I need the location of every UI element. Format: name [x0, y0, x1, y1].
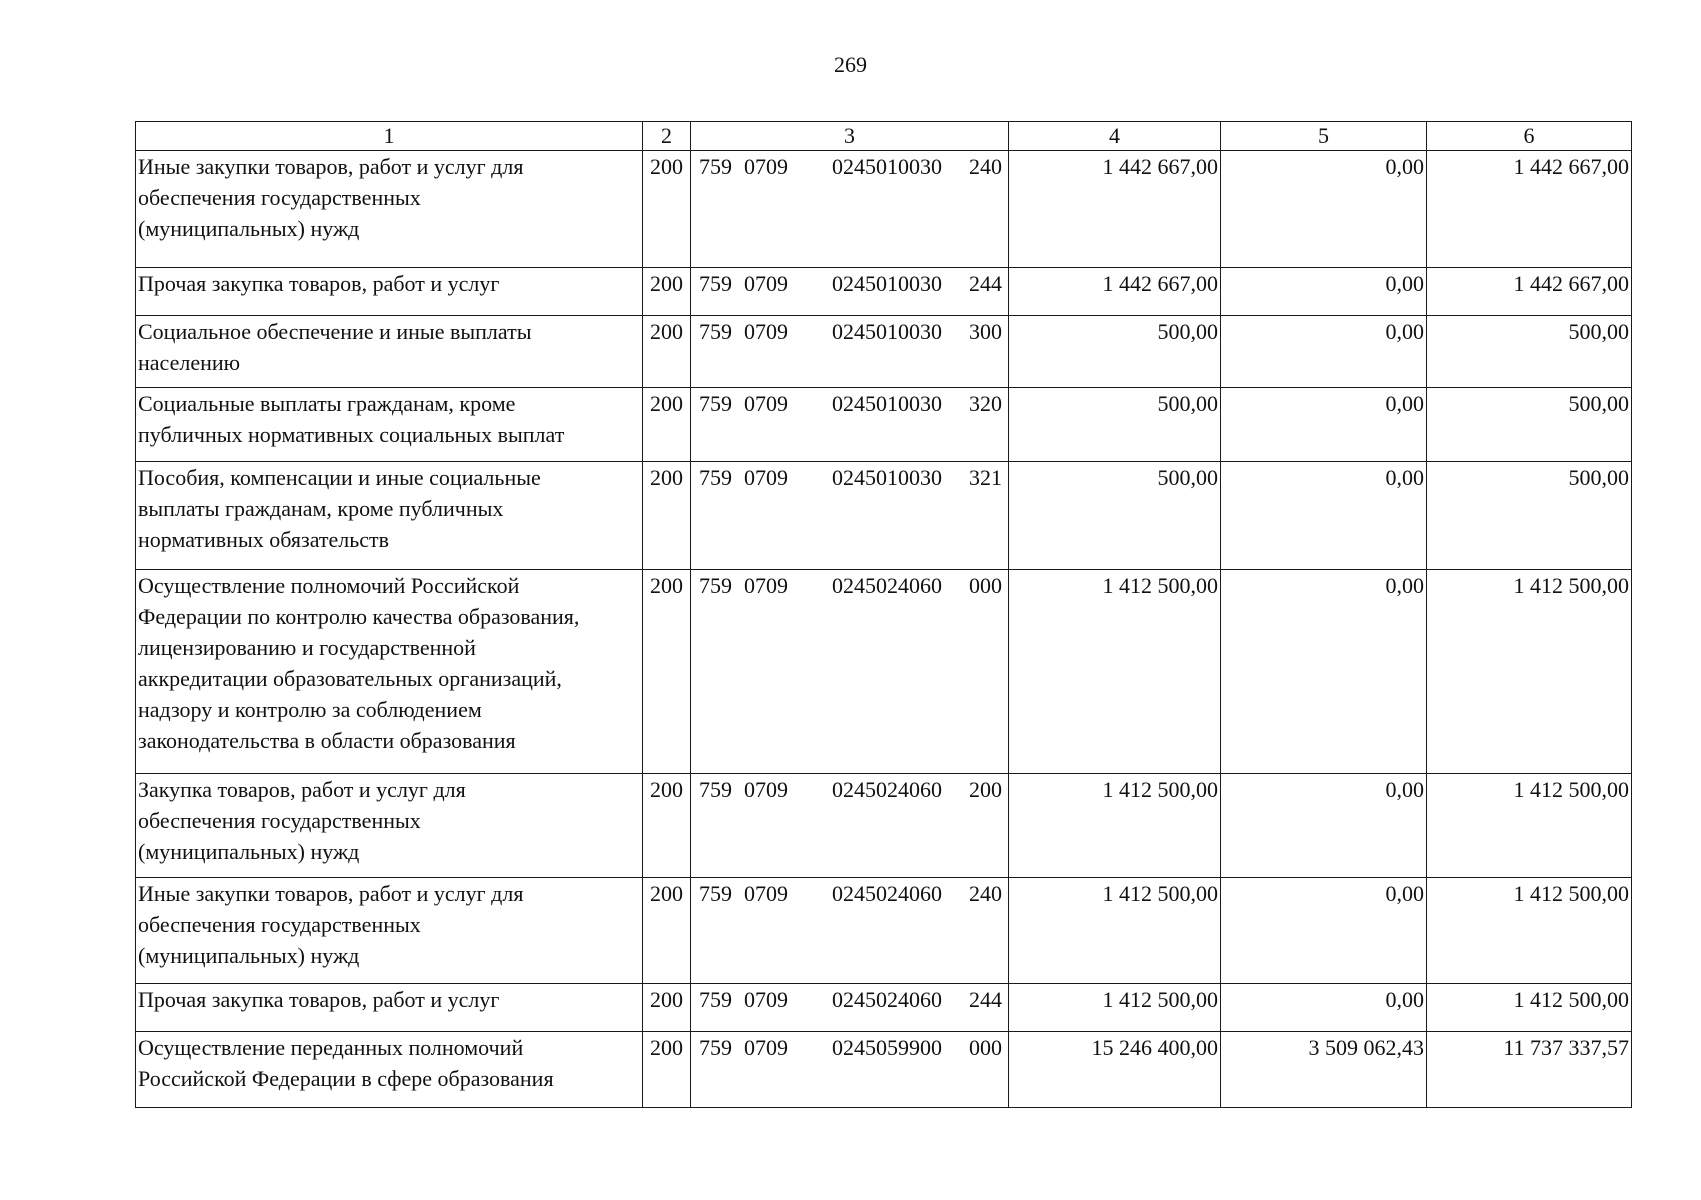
section-code: 0709	[744, 987, 788, 1012]
row-amount-col5: 0,00	[1221, 878, 1427, 984]
row-description	[136, 570, 643, 774]
ministry-code: 759	[699, 271, 732, 296]
row-code-col3	[691, 1032, 1009, 1108]
description-line: аккредитации образовательных организаций,	[138, 666, 562, 691]
row-amount-col4: 500,00	[1009, 316, 1221, 388]
ministry-code: 759	[699, 881, 732, 906]
description-line: Российской Федерации в сфере образования	[138, 1066, 554, 1091]
row-amount-col5: 0,00	[1221, 462, 1427, 570]
section-code: 0709	[744, 573, 788, 598]
description-line: Осуществление переданных полномочий	[138, 1035, 524, 1060]
row-amount-col5: 0,00	[1221, 388, 1427, 462]
row-description	[136, 984, 643, 1032]
target-article-code: 0245010030	[832, 319, 942, 344]
row-amount-col5: 3 509 062,43	[1221, 1032, 1427, 1108]
table-row	[136, 316, 1632, 388]
row-code-col3	[691, 774, 1009, 878]
row-amount-col5: 0,00	[1221, 984, 1427, 1032]
row-amount-col6: 1 412 500,00	[1427, 984, 1632, 1032]
expense-type-code: 244	[969, 987, 1002, 1012]
row-amount-col5: 0,00	[1221, 268, 1427, 316]
header-col-4: 4	[1009, 122, 1221, 151]
section-code: 0709	[744, 271, 788, 296]
row-code-col3	[691, 878, 1009, 984]
expense-type-code: 200	[969, 777, 1002, 802]
row-amount-col4: 1 442 667,00	[1009, 268, 1221, 316]
expense-type-code: 321	[969, 465, 1002, 490]
row-code-col3	[691, 151, 1009, 268]
table-row	[136, 774, 1632, 878]
row-amount-col6: 1 442 667,00	[1427, 268, 1632, 316]
table-row	[136, 1032, 1632, 1108]
table-row	[136, 570, 1632, 774]
description-line: обеспечения государственных	[138, 808, 421, 833]
row-code-col3	[691, 984, 1009, 1032]
description-line: нормативных обязательств	[138, 527, 390, 552]
row-description	[136, 878, 643, 984]
row-description	[136, 462, 643, 570]
section-code: 0709	[744, 465, 788, 490]
ministry-code: 759	[699, 465, 732, 490]
row-amount-col6: 500,00	[1427, 316, 1632, 388]
row-code-col2: 200	[643, 316, 691, 388]
section-code: 0709	[744, 1035, 788, 1060]
expense-type-code: 000	[969, 573, 1002, 598]
row-code-col2: 200	[643, 388, 691, 462]
row-amount-col6: 11 737 337,57	[1427, 1032, 1632, 1108]
header-col-1: 1	[136, 122, 643, 151]
row-amount-col6: 1 442 667,00	[1427, 151, 1632, 268]
row-amount-col4: 15 246 400,00	[1009, 1032, 1221, 1108]
description-line: обеспечения государственных	[138, 185, 421, 210]
row-amount-col4: 1 412 500,00	[1009, 878, 1221, 984]
description-line: Федерации по контролю качества образования,	[138, 604, 580, 629]
target-article-code: 0245024060	[832, 881, 942, 906]
row-description	[136, 151, 643, 268]
description-line: Прочая закупка товаров, работ и услуг	[138, 987, 500, 1012]
description-line: Социальное обеспечение и иные выплаты	[138, 319, 532, 344]
table-row	[136, 878, 1632, 984]
row-code-col2: 200	[643, 462, 691, 570]
ministry-code: 759	[699, 319, 732, 344]
row-amount-col4: 1 412 500,00	[1009, 774, 1221, 878]
header-col-6: 6	[1427, 122, 1632, 151]
row-amount-col6: 500,00	[1427, 388, 1632, 462]
header-col-2: 2	[643, 122, 691, 151]
row-amount-col4: 1 442 667,00	[1009, 151, 1221, 268]
row-description	[136, 316, 643, 388]
target-article-code: 0245010030	[832, 271, 942, 296]
description-line: лицензированию и государственной	[138, 635, 476, 660]
target-article-code: 0245059900	[832, 1035, 942, 1060]
table-row	[136, 388, 1632, 462]
row-code-col3	[691, 462, 1009, 570]
ministry-code: 759	[699, 154, 732, 179]
budget-table	[135, 121, 1632, 1108]
table-row	[136, 984, 1632, 1032]
section-code: 0709	[744, 777, 788, 802]
row-code-col3	[691, 316, 1009, 388]
row-code-col2: 200	[643, 570, 691, 774]
description-line: Закупка товаров, работ и услуг для	[138, 777, 466, 802]
row-amount-col5: 0,00	[1221, 316, 1427, 388]
description-line: Иные закупки товаров, работ и услуг для	[138, 881, 524, 906]
row-amount-col6: 1 412 500,00	[1427, 570, 1632, 774]
section-code: 0709	[744, 881, 788, 906]
row-code-col3	[691, 268, 1009, 316]
table-row	[136, 462, 1632, 570]
description-line: обеспечения государственных	[138, 912, 421, 937]
row-amount-col5: 0,00	[1221, 570, 1427, 774]
row-amount-col6: 1 412 500,00	[1427, 774, 1632, 878]
row-code-col2: 200	[643, 151, 691, 268]
description-line: выплаты гражданам, кроме публичных	[138, 496, 504, 521]
target-article-code: 0245024060	[832, 573, 942, 598]
ministry-code: 759	[699, 573, 732, 598]
row-amount-col6: 1 412 500,00	[1427, 878, 1632, 984]
row-amount-col4: 500,00	[1009, 462, 1221, 570]
description-line: (муниципальных) нужд	[138, 839, 360, 864]
ministry-code: 759	[699, 777, 732, 802]
row-code-col2: 200	[643, 1032, 691, 1108]
page-number: 269	[834, 52, 867, 77]
row-amount-col4: 1 412 500,00	[1009, 570, 1221, 774]
row-amount-col5: 0,00	[1221, 774, 1427, 878]
ministry-code: 759	[699, 987, 732, 1012]
row-code-col2: 200	[643, 878, 691, 984]
row-amount-col5: 0,00	[1221, 151, 1427, 268]
expense-type-code: 320	[969, 391, 1002, 416]
row-code-col2: 200	[643, 774, 691, 878]
row-description	[136, 268, 643, 316]
header-col-5: 5	[1221, 122, 1427, 151]
expense-type-code: 240	[969, 881, 1002, 906]
description-line: (муниципальных) нужд	[138, 943, 360, 968]
row-description	[136, 388, 643, 462]
ministry-code: 759	[699, 1035, 732, 1060]
expense-type-code: 240	[969, 154, 1002, 179]
section-code: 0709	[744, 319, 788, 344]
target-article-code: 0245010030	[832, 465, 942, 490]
target-article-code: 0245024060	[832, 777, 942, 802]
description-line: законодательства в области образования	[138, 728, 516, 753]
section-code: 0709	[744, 391, 788, 416]
row-description	[136, 1032, 643, 1108]
table-row	[136, 268, 1632, 316]
expense-type-code: 000	[969, 1035, 1002, 1060]
description-line: публичных нормативных социальных выплат	[138, 422, 565, 447]
description-line: (муниципальных) нужд	[138, 216, 360, 241]
row-amount-col4: 500,00	[1009, 388, 1221, 462]
header-row	[136, 122, 1632, 151]
ministry-code: 759	[699, 391, 732, 416]
description-line: Социальные выплаты гражданам, кроме	[138, 391, 516, 416]
target-article-code: 0245010030	[832, 154, 942, 179]
target-article-code: 0245024060	[832, 987, 942, 1012]
target-article-code: 0245010030	[832, 391, 942, 416]
header-col-3: 3	[691, 122, 1009, 151]
description-line: Осуществление полномочий Российской	[138, 573, 520, 598]
row-code-col3	[691, 570, 1009, 774]
description-line: надзору и контролю за соблюдением	[138, 697, 482, 722]
row-code-col3	[691, 388, 1009, 462]
expense-type-code: 300	[969, 319, 1002, 344]
expense-type-code: 244	[969, 271, 1002, 296]
row-code-col2: 200	[643, 984, 691, 1032]
description-line: Пособия, компенсации и иные социальные	[138, 465, 541, 490]
description-line: Иные закупки товаров, работ и услуг для	[138, 154, 524, 179]
row-amount-col4: 1 412 500,00	[1009, 984, 1221, 1032]
row-description	[136, 774, 643, 878]
description-line: населению	[138, 350, 241, 375]
table-row	[136, 151, 1632, 268]
row-code-col2: 200	[643, 268, 691, 316]
description-line: Прочая закупка товаров, работ и услуг	[138, 271, 500, 296]
row-amount-col6: 500,00	[1427, 462, 1632, 570]
section-code: 0709	[744, 154, 788, 179]
